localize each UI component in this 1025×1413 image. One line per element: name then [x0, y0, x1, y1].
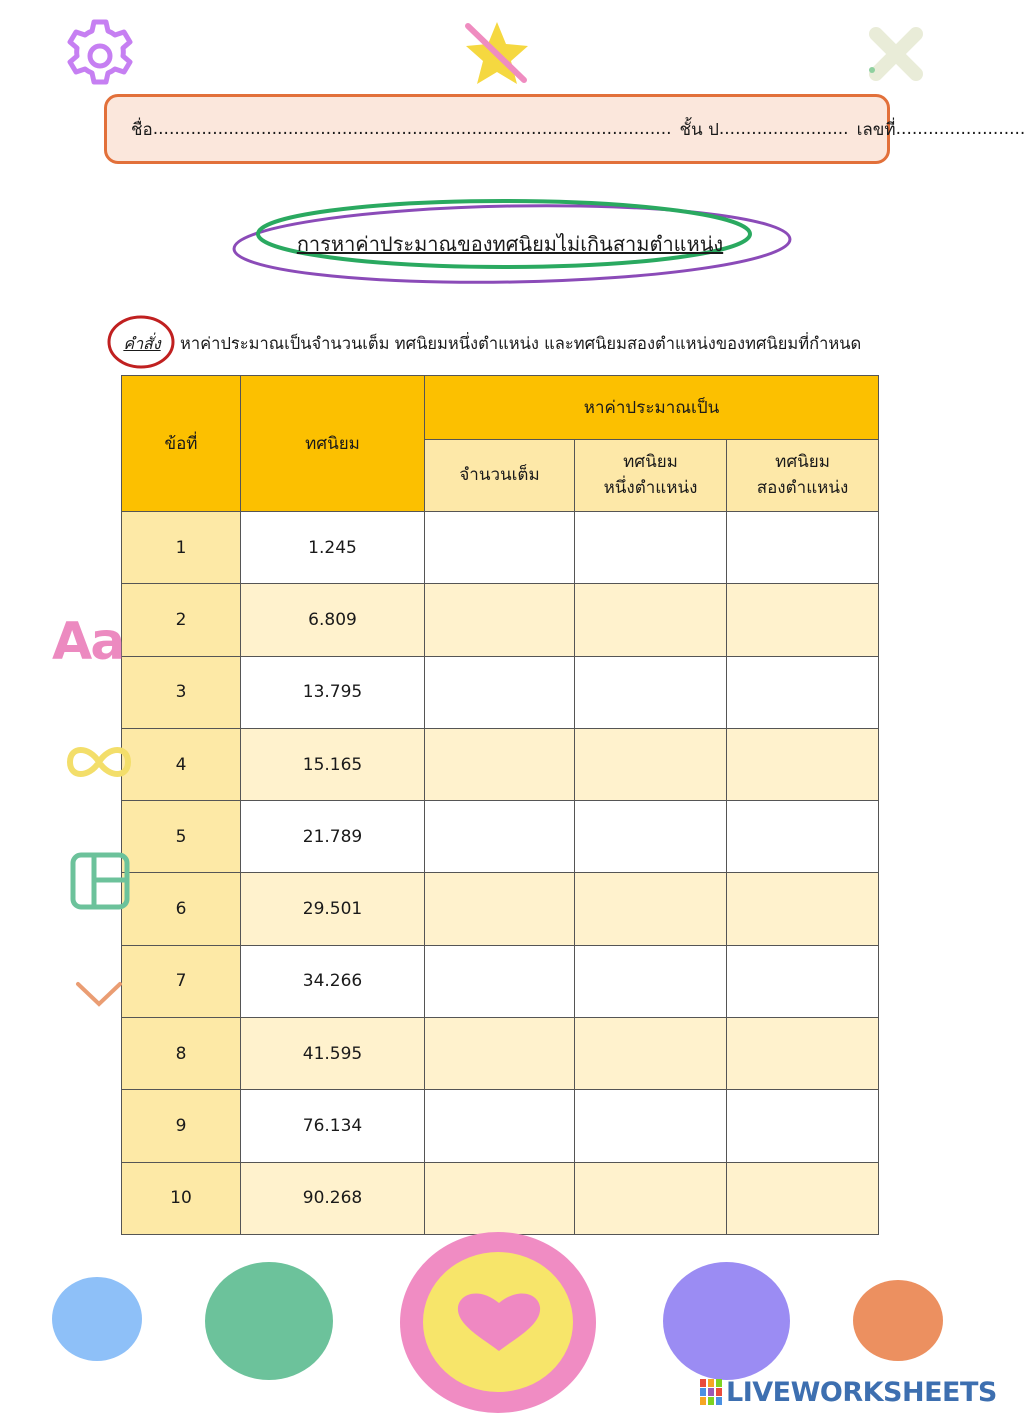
column-header-rounding-group: หาค่าประมาณเป็น	[425, 376, 879, 440]
rounding-worksheet-table	[121, 375, 879, 1235]
row-number: 3	[122, 656, 241, 728]
decimal-value: 34.266	[241, 945, 425, 1017]
table-row	[122, 584, 879, 656]
column-header-decimal: ทศนิยม	[241, 376, 425, 512]
answer-one-place-cell[interactable]	[575, 1090, 727, 1162]
answer-two-place-cell[interactable]	[727, 512, 879, 584]
answer-one-place-cell[interactable]	[575, 728, 727, 800]
answer-integer-cell[interactable]	[425, 656, 575, 728]
chevron-down-icon	[74, 980, 124, 1008]
answer-one-place-cell[interactable]	[575, 656, 727, 728]
answer-integer-cell[interactable]	[425, 873, 575, 945]
answer-two-place-cell[interactable]	[727, 1162, 879, 1234]
row-number: 9	[122, 1090, 241, 1162]
answer-integer-cell[interactable]	[425, 512, 575, 584]
decimal-value: 21.789	[241, 801, 425, 873]
column-header-two-place-line2: สองตำแหน่ง	[756, 477, 849, 498]
green-circle-button[interactable]	[205, 1262, 333, 1380]
layout-grid-icon	[70, 852, 130, 910]
decimal-value: 41.595	[241, 1018, 425, 1090]
number-label: เลขที่	[856, 119, 896, 140]
table-row	[122, 1090, 879, 1162]
answer-one-place-cell[interactable]	[575, 512, 727, 584]
answer-integer-cell[interactable]	[425, 801, 575, 873]
page-title: การหาค่าประมาณของทศนิยมไม่เกินสามตำแหน่ง	[296, 232, 724, 256]
column-header-integer: จำนวนเต็ม	[425, 440, 575, 512]
decimal-value: 90.268	[241, 1162, 425, 1234]
answer-two-place-cell[interactable]	[727, 728, 879, 800]
row-number: 2	[122, 584, 241, 656]
purple-circle-button[interactable]	[663, 1262, 790, 1380]
answer-integer-cell[interactable]	[425, 945, 575, 1017]
answer-two-place-cell[interactable]	[727, 1018, 879, 1090]
column-header-two-place	[727, 440, 879, 512]
table-row	[122, 656, 879, 728]
answer-one-place-cell[interactable]	[575, 1018, 727, 1090]
answer-one-place-cell[interactable]	[575, 584, 727, 656]
row-number: 1	[122, 512, 241, 584]
answer-two-place-cell[interactable]	[727, 1090, 879, 1162]
decimal-value: 6.809	[241, 584, 425, 656]
instruction-text: หาค่าประมาณเป็นจำนวนเต็ม ทศนิยมหนึ่งตำแหน่ง และทศนิยมสองตำแหน่งของทศนิยมที่กำหนด	[180, 334, 862, 353]
answer-integer-cell[interactable]	[425, 1162, 575, 1234]
class-field[interactable]: ........................	[718, 119, 849, 139]
answer-integer-cell[interactable]	[425, 1090, 575, 1162]
name-label: ชื่อ	[131, 119, 153, 140]
answer-two-place-cell[interactable]	[727, 873, 879, 945]
orange-circle-button[interactable]	[853, 1280, 943, 1361]
answer-two-place-cell[interactable]	[727, 584, 879, 656]
row-number: 7	[122, 945, 241, 1017]
instruction-label: คำสั่ง	[123, 334, 161, 353]
liveworksheets-brand[interactable]	[700, 1376, 997, 1408]
row-number: 10	[122, 1162, 241, 1234]
answer-two-place-cell[interactable]	[727, 656, 879, 728]
blue-circle-button[interactable]	[52, 1277, 142, 1361]
table-row	[122, 1018, 879, 1090]
answer-one-place-cell[interactable]	[575, 945, 727, 1017]
table-row	[122, 945, 879, 1017]
answer-two-place-cell[interactable]	[727, 801, 879, 873]
font-aa-icon: Aa	[52, 612, 124, 672]
brand-name: LIVEWORKSHEETS	[726, 1376, 997, 1408]
class-label: ชั้น ป	[679, 119, 719, 140]
table-row	[122, 1162, 879, 1234]
liveworksheets-logo-icon	[700, 1379, 722, 1405]
answer-integer-cell[interactable]	[425, 584, 575, 656]
row-number: 8	[122, 1018, 241, 1090]
answer-one-place-cell[interactable]	[575, 873, 727, 945]
table-row	[122, 873, 879, 945]
table-row	[122, 728, 879, 800]
column-header-one-place	[575, 440, 727, 512]
row-number: 4	[122, 728, 241, 800]
decimal-value: 29.501	[241, 873, 425, 945]
answer-one-place-cell[interactable]	[575, 1162, 727, 1234]
row-number: 6	[122, 873, 241, 945]
column-header-number: ข้อที่	[122, 376, 241, 512]
gear-icon	[60, 16, 140, 96]
infinity-icon	[64, 742, 134, 782]
decimal-value: 76.134	[241, 1090, 425, 1162]
star-off-icon	[462, 18, 532, 88]
column-header-one-place-line2: หนึ่งตำแหน่ง	[603, 477, 698, 498]
decimal-value: 13.795	[241, 656, 425, 728]
answer-integer-cell[interactable]	[425, 1018, 575, 1090]
close-icon[interactable]	[864, 24, 928, 84]
column-header-one-place-line1: ทศนิยม	[623, 452, 678, 472]
name-field[interactable]: ................................................................................................	[152, 119, 672, 139]
decimal-value: 15.165	[241, 728, 425, 800]
student-info-bar	[104, 94, 1025, 164]
answer-one-place-cell[interactable]	[575, 801, 727, 873]
table-row	[122, 512, 879, 584]
table-row	[122, 801, 879, 873]
answer-two-place-cell[interactable]	[727, 945, 879, 1017]
answer-integer-cell[interactable]	[425, 728, 575, 800]
column-header-two-place-line1: ทศนิยม	[775, 452, 830, 472]
number-field[interactable]: ........................	[895, 119, 1025, 139]
row-number: 5	[122, 801, 241, 873]
decimal-value: 1.245	[241, 512, 425, 584]
heart-icon	[454, 1289, 544, 1353]
